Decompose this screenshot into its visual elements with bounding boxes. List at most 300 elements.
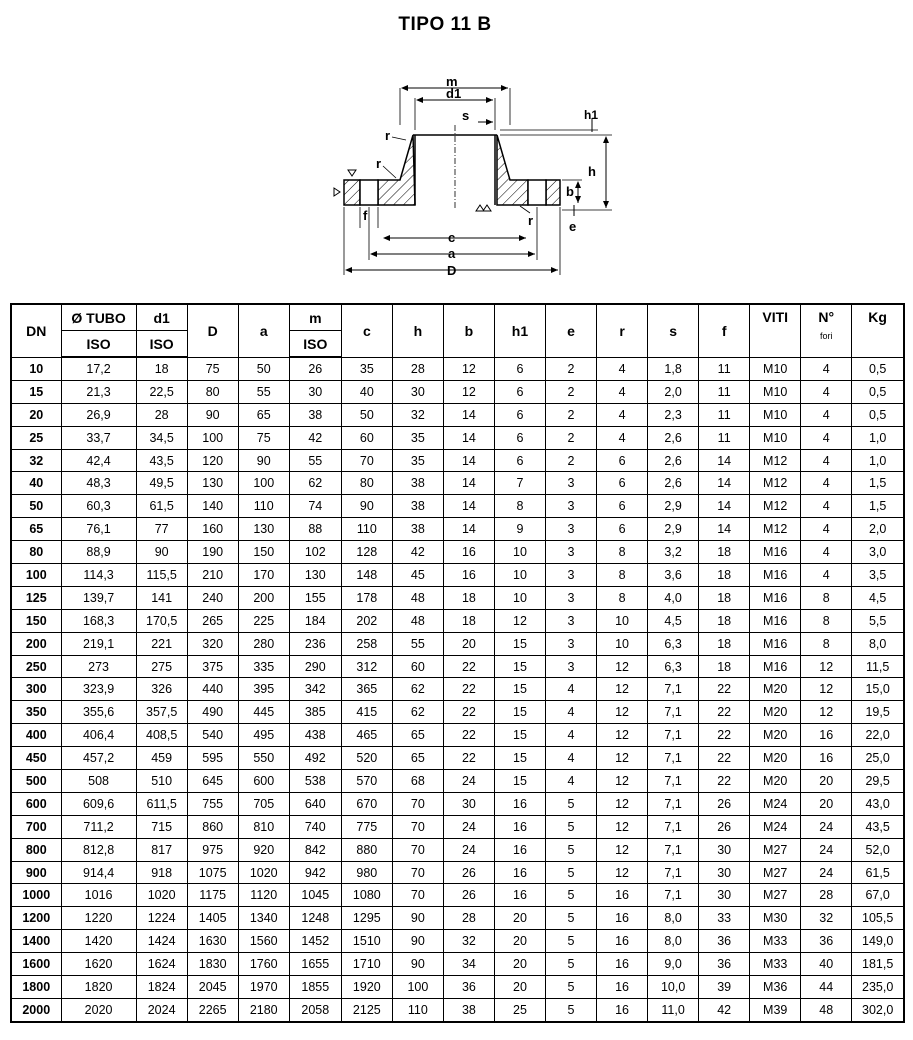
table-row (11, 724, 904, 747)
table-cell: M12 (750, 518, 801, 541)
table-cell: M16 (750, 632, 801, 655)
table-cell: M24 (750, 792, 801, 815)
table-cell: 18 (136, 357, 187, 380)
table-cell: 4 (546, 724, 597, 747)
table-cell: 1824 (136, 976, 187, 999)
table-cell: 520 (341, 747, 392, 770)
table-cell: 355,6 (61, 701, 136, 724)
table-cell: 28 (443, 907, 494, 930)
table-cell: 32 (443, 930, 494, 953)
label-e: e (569, 219, 577, 234)
table-cell: 609,6 (61, 792, 136, 815)
table-cell: 32 (801, 907, 852, 930)
table-cell: 22 (443, 724, 494, 747)
table-cell: 16 (801, 747, 852, 770)
table-cell: 817 (136, 838, 187, 861)
table-cell: 7 (494, 472, 545, 495)
table-cell: 14 (443, 472, 494, 495)
table-cell: 3 (546, 586, 597, 609)
table-cell: 8 (597, 564, 648, 587)
table-cell: 415 (341, 701, 392, 724)
table-cell: 12 (597, 724, 648, 747)
table-cell: 10 (494, 586, 545, 609)
table-cell: 55 (392, 632, 443, 655)
label-a: a (448, 246, 456, 261)
table-cell: 6 (597, 472, 648, 495)
table-cell: 4 (597, 357, 648, 380)
table-cell: 8 (494, 495, 545, 518)
table-cell: 1,8 (648, 357, 699, 380)
table-cell: 16 (597, 930, 648, 953)
table-cell: 21,3 (61, 380, 136, 403)
table-cell: 16 (597, 953, 648, 976)
table-cell: 149,0 (852, 930, 904, 953)
table-cell: 30 (443, 792, 494, 815)
table-cell: 440 (187, 678, 238, 701)
table-cell: 15 (494, 701, 545, 724)
table-cell: 11 (699, 380, 750, 403)
label-r-bottom: r (528, 213, 534, 228)
table-cell: M16 (750, 541, 801, 564)
header-f: f (699, 304, 750, 357)
table-row (11, 815, 904, 838)
table-cell: 5 (546, 815, 597, 838)
table-cell: 5 (546, 930, 597, 953)
table-cell: 70 (392, 884, 443, 907)
table-cell: 357,5 (136, 701, 187, 724)
table-cell: 50 (11, 495, 61, 518)
table-cell: 4 (801, 449, 852, 472)
table-cell: 975 (187, 838, 238, 861)
table-cell: 62 (289, 472, 341, 495)
table-cell: 18 (443, 609, 494, 632)
table-cell: 36 (801, 930, 852, 953)
table-cell: 326 (136, 678, 187, 701)
table-cell: 90 (187, 403, 238, 426)
table-cell: M27 (750, 861, 801, 884)
table-cell: 1655 (289, 953, 341, 976)
header-m: m (289, 304, 341, 331)
table-cell: 12 (597, 815, 648, 838)
table-cell: 48 (392, 586, 443, 609)
table-cell: 18 (443, 586, 494, 609)
table-cell: 1340 (238, 907, 289, 930)
table-cell: 595 (187, 747, 238, 770)
table-cell: 880 (341, 838, 392, 861)
table-cell: 775 (341, 815, 392, 838)
table-cell: 6 (597, 518, 648, 541)
table-cell: 1624 (136, 953, 187, 976)
table-row (11, 792, 904, 815)
header-D: D (187, 304, 238, 357)
table-cell: 90 (136, 541, 187, 564)
table-cell: M16 (750, 655, 801, 678)
table-cell: 65 (392, 747, 443, 770)
table-cell: 26 (699, 792, 750, 815)
table-cell: 540 (187, 724, 238, 747)
table-cell: 1405 (187, 907, 238, 930)
table-row (11, 701, 904, 724)
label-D: D (447, 263, 457, 278)
table-cell: 32 (11, 449, 61, 472)
table-cell: 3 (546, 541, 597, 564)
header-dn: DN (11, 304, 61, 357)
table-cell: M16 (750, 564, 801, 587)
table-cell: 15 (494, 632, 545, 655)
table-cell: 7,1 (648, 724, 699, 747)
table-cell: 600 (238, 770, 289, 793)
table-cell: 102 (289, 541, 341, 564)
table-cell: 70 (392, 861, 443, 884)
table-cell: 8 (801, 586, 852, 609)
table-cell: 18 (699, 586, 750, 609)
table-cell: 22 (699, 747, 750, 770)
table-cell: 280 (238, 632, 289, 655)
table-cell: 110 (392, 998, 443, 1021)
table-cell: 62 (392, 701, 443, 724)
table-cell: 12 (494, 609, 545, 632)
table-cell: 942 (289, 861, 341, 884)
table-cell: 10 (11, 357, 61, 380)
table-cell: 43,0 (852, 792, 904, 815)
table-cell: 290 (289, 655, 341, 678)
table-cell: 30 (699, 861, 750, 884)
table-cell: 490 (187, 701, 238, 724)
table-cell: 148 (341, 564, 392, 587)
header-m-sub: ISO (289, 331, 341, 358)
table-cell: 26 (289, 357, 341, 380)
table-cell: 550 (238, 747, 289, 770)
table-cell: 1,5 (852, 472, 904, 495)
table-cell: 12 (801, 678, 852, 701)
table-cell: 75 (238, 426, 289, 449)
table-cell: 350 (11, 701, 61, 724)
table-cell: 61,5 (136, 495, 187, 518)
table-cell: 1400 (11, 930, 61, 953)
table-cell: 100 (392, 976, 443, 999)
table-cell: 49,5 (136, 472, 187, 495)
table-cell: 7,1 (648, 770, 699, 793)
table-cell: M24 (750, 815, 801, 838)
table-cell: 18 (699, 564, 750, 587)
table-cell: 60 (392, 655, 443, 678)
table-cell: 1620 (61, 953, 136, 976)
table-cell: 6 (494, 403, 545, 426)
table-row (11, 770, 904, 793)
table-cell: 611,5 (136, 792, 187, 815)
table-cell: 170 (238, 564, 289, 587)
table-cell: 740 (289, 815, 341, 838)
table-cell: 70 (341, 449, 392, 472)
table-cell: 22 (699, 701, 750, 724)
table-cell: 26 (443, 861, 494, 884)
table-cell: 1420 (61, 930, 136, 953)
table-cell: 24 (443, 815, 494, 838)
header-b: b (443, 304, 494, 357)
table-cell: 90 (341, 495, 392, 518)
table-row (11, 907, 904, 930)
table-cell: 15 (494, 724, 545, 747)
table-cell: 18 (699, 609, 750, 632)
table-cell: 6 (494, 426, 545, 449)
table-cell: 300 (11, 678, 61, 701)
table-cell: 1424 (136, 930, 187, 953)
table-cell: 3 (546, 518, 597, 541)
table-cell: M20 (750, 678, 801, 701)
table-cell: M27 (750, 884, 801, 907)
table-cell: 1220 (61, 907, 136, 930)
table-cell: 38 (392, 472, 443, 495)
table-cell: 335 (238, 655, 289, 678)
header-d1-sub: ISO (136, 331, 187, 358)
table-cell: 221 (136, 632, 187, 655)
table-cell: 320 (187, 632, 238, 655)
table-cell: 1630 (187, 930, 238, 953)
table-row (11, 861, 904, 884)
table-cell: 538 (289, 770, 341, 793)
table-row (11, 609, 904, 632)
table-cell: 11,5 (852, 655, 904, 678)
table-cell: 32 (392, 403, 443, 426)
table-cell: 9,0 (648, 953, 699, 976)
table-cell: 76,1 (61, 518, 136, 541)
table-cell: 7,1 (648, 678, 699, 701)
table-row (11, 403, 904, 426)
table-cell: 235,0 (852, 976, 904, 999)
table-cell: 105,5 (852, 907, 904, 930)
table-cell: 12 (801, 701, 852, 724)
table-cell: M10 (750, 403, 801, 426)
flange-cross-section-diagram (330, 70, 599, 285)
table-cell: 43,5 (136, 449, 187, 472)
table-cell: 15 (11, 380, 61, 403)
table-cell: M10 (750, 357, 801, 380)
table-cell: 15 (494, 747, 545, 770)
table-cell: 30 (392, 380, 443, 403)
table-cell: 438 (289, 724, 341, 747)
table-cell: 12 (597, 655, 648, 678)
table-cell: 273 (61, 655, 136, 678)
table-cell: 16 (494, 815, 545, 838)
table-cell: 28 (136, 403, 187, 426)
table-cell: 100 (187, 426, 238, 449)
table-cell: 38 (392, 495, 443, 518)
table-cell: 3,6 (648, 564, 699, 587)
table-cell: 8 (597, 541, 648, 564)
table-cell: 457,2 (61, 747, 136, 770)
table-cell: 8 (597, 586, 648, 609)
table-cell: 38 (392, 518, 443, 541)
table-cell: 342 (289, 678, 341, 701)
table-cell: 160 (187, 518, 238, 541)
label-m: m (446, 74, 458, 89)
label-b: b (566, 184, 574, 199)
table-cell: 4 (597, 403, 648, 426)
table-cell: 20 (801, 792, 852, 815)
table-cell: 3 (546, 655, 597, 678)
table-cell: 114,3 (61, 564, 136, 587)
table-cell: 1080 (341, 884, 392, 907)
table-cell: M27 (750, 838, 801, 861)
table-cell: 36 (443, 976, 494, 999)
table-cell: 168,3 (61, 609, 136, 632)
table-cell: 219,1 (61, 632, 136, 655)
table-cell: 1,0 (852, 426, 904, 449)
table-cell: 8 (801, 632, 852, 655)
table-cell: 2265 (187, 998, 238, 1021)
table-header-row (11, 304, 904, 331)
table-cell: 25,0 (852, 747, 904, 770)
table-row (11, 838, 904, 861)
table-cell: 2 (546, 403, 597, 426)
header-c: c (341, 304, 392, 357)
table-cell: 1510 (341, 930, 392, 953)
table-cell: 50 (341, 403, 392, 426)
header-s: s (648, 304, 699, 357)
table-cell: 65 (238, 403, 289, 426)
table-cell: 28 (801, 884, 852, 907)
table-cell: 22 (699, 678, 750, 701)
table-cell: 1224 (136, 907, 187, 930)
table-cell: 2,0 (648, 380, 699, 403)
table-cell: 1075 (187, 861, 238, 884)
table-cell: 3 (546, 564, 597, 587)
table-cell: 7,1 (648, 792, 699, 815)
table-cell: 140 (187, 495, 238, 518)
table-cell: 1830 (187, 953, 238, 976)
table-row (11, 655, 904, 678)
table-cell: 36 (699, 953, 750, 976)
table-cell: 1120 (238, 884, 289, 907)
page-title: TIPO 11 B (398, 14, 492, 35)
table-cell: M16 (750, 609, 801, 632)
table-cell: 30 (699, 838, 750, 861)
table-cell: 4 (801, 403, 852, 426)
table-cell: 640 (289, 792, 341, 815)
table-cell: 42,4 (61, 449, 136, 472)
table-cell: 7,1 (648, 747, 699, 770)
table-cell: 125 (11, 586, 61, 609)
table-cell: 24 (443, 838, 494, 861)
table-cell: 88 (289, 518, 341, 541)
table-cell: 5 (546, 884, 597, 907)
table-cell: 16 (597, 907, 648, 930)
table-cell: 35 (392, 449, 443, 472)
table-cell: 918 (136, 861, 187, 884)
table-cell: 52,0 (852, 838, 904, 861)
table-cell: 323,9 (61, 678, 136, 701)
table-cell: 50 (238, 357, 289, 380)
table-cell: 90 (392, 907, 443, 930)
table-cell: 670 (341, 792, 392, 815)
table-cell: 14 (699, 449, 750, 472)
table-cell: 7,1 (648, 884, 699, 907)
table-cell: 3 (546, 495, 597, 518)
header-e: e (546, 304, 597, 357)
table-cell: 30 (289, 380, 341, 403)
table-cell: 38 (289, 403, 341, 426)
table-cell: 14 (699, 518, 750, 541)
table-cell: 11 (699, 426, 750, 449)
table-cell: 29,5 (852, 770, 904, 793)
table-cell: 40 (11, 472, 61, 495)
table-cell: 5,5 (852, 609, 904, 632)
table-cell: 35 (341, 357, 392, 380)
table-cell: 20 (494, 907, 545, 930)
table-cell: 130 (289, 564, 341, 587)
table-cell: 12 (597, 678, 648, 701)
table-cell: 980 (341, 861, 392, 884)
label-h1: h1 (584, 108, 599, 122)
table-body (11, 357, 904, 1022)
table-cell: 48 (392, 609, 443, 632)
table-cell: 16 (494, 861, 545, 884)
table-cell: 42 (392, 541, 443, 564)
table-cell: 4 (546, 770, 597, 793)
label-f: f (363, 208, 368, 223)
table-cell: 45 (392, 564, 443, 587)
table-cell: 4 (801, 518, 852, 541)
table-row (11, 930, 904, 953)
table-cell: 508 (61, 770, 136, 793)
table-cell: 75 (187, 357, 238, 380)
table-cell: 1295 (341, 907, 392, 930)
table-cell: 14 (443, 495, 494, 518)
header-nfori-sub: fori (820, 331, 833, 341)
table-cell: M33 (750, 930, 801, 953)
table-cell: 90 (238, 449, 289, 472)
table-cell: 36 (699, 930, 750, 953)
table-cell: 385 (289, 701, 341, 724)
table-cell: 22,0 (852, 724, 904, 747)
table-cell: 1,0 (852, 449, 904, 472)
table-cell: 20 (494, 976, 545, 999)
table-cell: 12 (597, 747, 648, 770)
table-cell: 22 (443, 678, 494, 701)
table-cell: 80 (341, 472, 392, 495)
table-cell: 275 (136, 655, 187, 678)
table-cell: M30 (750, 907, 801, 930)
table-cell: 400 (11, 724, 61, 747)
table-row (11, 976, 904, 999)
table-cell: 16 (443, 541, 494, 564)
table-cell: 2,6 (648, 449, 699, 472)
table-cell: 8,0 (648, 907, 699, 930)
table-cell: 22 (443, 701, 494, 724)
table-cell: 1020 (238, 861, 289, 884)
table-cell: 1760 (238, 953, 289, 976)
table-row (11, 495, 904, 518)
table-cell: 302,0 (852, 998, 904, 1021)
table-cell: 26 (699, 815, 750, 838)
table-cell: 34,5 (136, 426, 187, 449)
table-cell: 12 (597, 770, 648, 793)
table-cell: 2 (546, 426, 597, 449)
table-cell: 80 (187, 380, 238, 403)
table-cell: 711,2 (61, 815, 136, 838)
header-viti: VITI (750, 304, 801, 357)
table-cell: 14 (443, 518, 494, 541)
table-cell: 150 (238, 541, 289, 564)
table-cell: 40 (341, 380, 392, 403)
table-cell: 200 (238, 586, 289, 609)
table-cell: 20 (11, 403, 61, 426)
header-tubo-sub: ISO (61, 331, 136, 358)
table-cell: 1820 (61, 976, 136, 999)
table-cell: 25 (11, 426, 61, 449)
table-cell: 495 (238, 724, 289, 747)
table-cell: 42 (699, 998, 750, 1021)
